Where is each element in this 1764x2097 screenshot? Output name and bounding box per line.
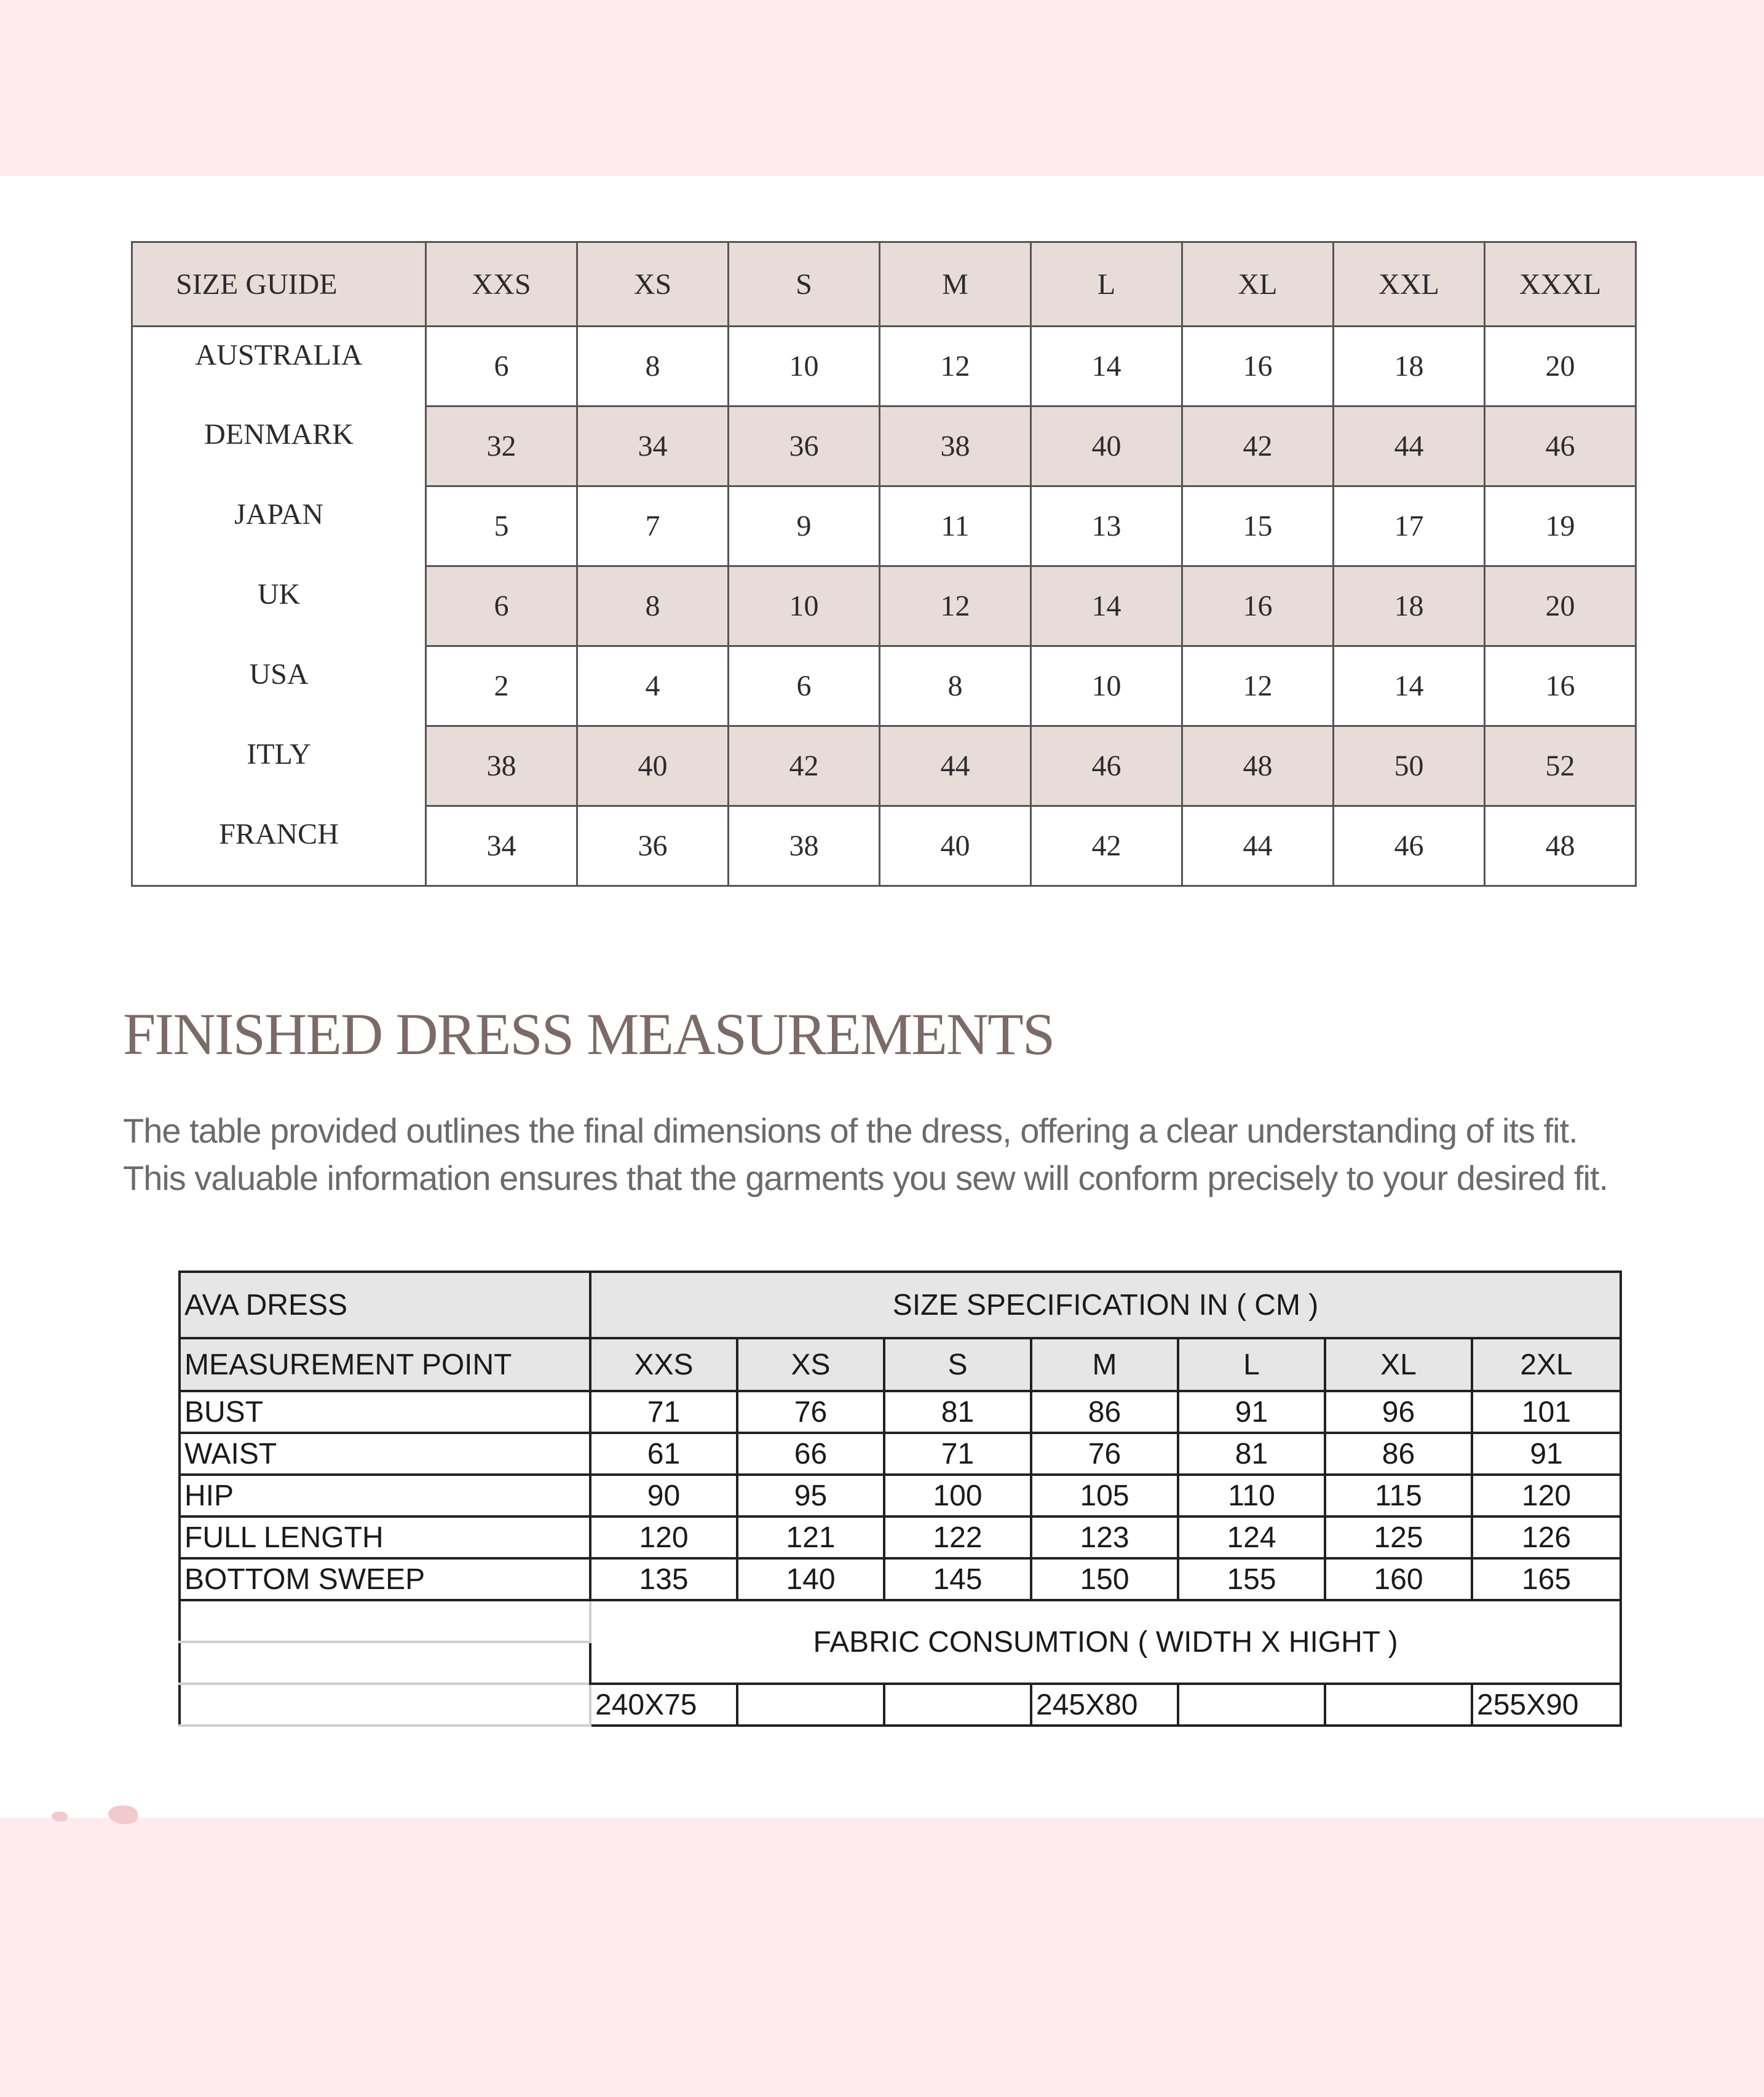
size-cell: 44 <box>880 726 1031 806</box>
measurement-cell: 105 <box>1031 1475 1178 1516</box>
measurement-cell: 86 <box>1325 1433 1472 1475</box>
table-row <box>180 1516 1621 1558</box>
size-cell: 38 <box>426 726 577 806</box>
size-cell: 10 <box>729 566 880 646</box>
description-line: The table provided outlines the final dimensions of the dress, offering a clear understanding of its fit. <box>123 1111 1578 1150</box>
size-cell: 12 <box>880 327 1031 406</box>
size-header: L <box>1178 1338 1325 1391</box>
measurement-label: FULL LENGTH <box>180 1516 590 1558</box>
size-header: XL <box>1325 1338 1472 1391</box>
table-row <box>132 327 1636 406</box>
size-cell: 6 <box>426 327 577 406</box>
flower-decoration <box>52 1812 68 1821</box>
measurement-cell: 160 <box>1325 1558 1472 1600</box>
fabric-consumption-title: FABRIC CONSUMTION ( WIDTH X HIGHT ) <box>590 1600 1621 1684</box>
size-cell: 15 <box>1182 486 1334 566</box>
measurements-table <box>178 1270 1622 1727</box>
measurement-cell: 90 <box>590 1475 737 1516</box>
document-page <box>0 176 1764 1818</box>
size-cell: 20 <box>1485 566 1636 646</box>
size-cell: 18 <box>1334 327 1485 406</box>
size-cell: 19 <box>1485 486 1636 566</box>
size-header: L <box>1031 242 1182 327</box>
measurement-cell: 120 <box>590 1516 737 1558</box>
measurement-cell: 121 <box>737 1516 884 1558</box>
measurement-cell: 76 <box>737 1391 884 1433</box>
table-row <box>180 1475 1621 1516</box>
size-cell: 5 <box>426 486 577 566</box>
size-cell: 34 <box>577 406 729 486</box>
size-cell: 44 <box>1182 806 1334 886</box>
size-cell: 36 <box>577 806 729 886</box>
fabric-title-row <box>180 1600 1621 1642</box>
size-cell: 52 <box>1485 726 1636 806</box>
measurement-cell: 165 <box>1472 1558 1621 1600</box>
size-cell: 42 <box>1182 406 1334 486</box>
measurement-cell: 66 <box>737 1433 884 1475</box>
measurement-cell: 150 <box>1031 1558 1178 1600</box>
size-cell: 16 <box>1485 646 1636 726</box>
country-label: ITLY <box>132 726 426 806</box>
section-title: FINISHED DRESS MEASUREMENTS <box>123 1001 1054 1067</box>
empty-cell <box>180 1642 590 1684</box>
size-header: XXL <box>1334 242 1485 327</box>
size-cell: 50 <box>1334 726 1485 806</box>
measurement-cell: 126 <box>1472 1516 1621 1558</box>
size-cell: 46 <box>1334 806 1485 886</box>
size-guide-table <box>131 241 1637 887</box>
size-cell: 32 <box>426 406 577 486</box>
measurement-cell: 86 <box>1031 1391 1178 1433</box>
size-cell: 17 <box>1334 486 1485 566</box>
size-cell: 10 <box>1031 646 1182 726</box>
size-cell: 20 <box>1485 327 1636 406</box>
country-label: FRANCH <box>132 806 426 886</box>
size-header: XS <box>577 242 729 327</box>
size-guide-label: SIZE GUIDE <box>132 242 426 327</box>
size-cell: 34 <box>426 806 577 886</box>
size-cell: 12 <box>1182 646 1334 726</box>
measurement-cell: 155 <box>1178 1558 1325 1600</box>
dress-name: AVA DRESS <box>180 1272 590 1338</box>
measurement-cell: 95 <box>737 1475 884 1516</box>
size-cell: 40 <box>577 726 729 806</box>
size-cell: 8 <box>577 327 729 406</box>
table-row <box>132 806 1636 886</box>
size-cell: 14 <box>1031 566 1182 646</box>
country-label: JAPAN <box>132 486 426 566</box>
size-cell: 46 <box>1031 726 1182 806</box>
size-cell: 16 <box>1182 327 1334 406</box>
size-cell: 40 <box>880 806 1031 886</box>
measurement-cell: 81 <box>884 1391 1031 1433</box>
fabric-value <box>1178 1684 1325 1726</box>
country-label: AUSTRALIA <box>132 327 426 406</box>
size-cell: 7 <box>577 486 729 566</box>
size-header: XXS <box>590 1338 737 1391</box>
measurement-cell: 81 <box>1178 1433 1325 1475</box>
spec-title: SIZE SPECIFICATION IN ( CM ) <box>590 1272 1621 1338</box>
section-description <box>123 1107 1758 1202</box>
table-row <box>180 1433 1621 1475</box>
size-cell: 40 <box>1031 406 1182 486</box>
measurement-cell: 145 <box>884 1558 1031 1600</box>
table-row <box>132 406 1636 486</box>
country-label: UK <box>132 566 426 646</box>
size-cell: 2 <box>426 646 577 726</box>
size-cell: 36 <box>729 406 880 486</box>
size-cell: 12 <box>880 566 1031 646</box>
fabric-value <box>737 1684 884 1726</box>
country-label: DENMARK <box>132 406 426 486</box>
measurement-cell: 101 <box>1472 1391 1621 1433</box>
size-header: S <box>729 242 880 327</box>
measurement-cell: 123 <box>1031 1516 1178 1558</box>
size-cell: 8 <box>577 566 729 646</box>
measurement-point-label: MEASUREMENT POINT <box>180 1338 590 1391</box>
measurement-cell: 71 <box>884 1433 1031 1475</box>
size-cell: 46 <box>1485 406 1636 486</box>
table-row <box>180 1391 1621 1433</box>
country-label: USA <box>132 646 426 726</box>
size-header: XXXL <box>1485 242 1636 327</box>
size-cell: 18 <box>1334 566 1485 646</box>
size-header: M <box>1031 1338 1178 1391</box>
size-header: S <box>884 1338 1031 1391</box>
size-cell: 48 <box>1485 806 1636 886</box>
size-cell: 16 <box>1182 566 1334 646</box>
size-cell: 4 <box>577 646 729 726</box>
flower-decoration <box>108 1806 138 1824</box>
size-cell: 38 <box>729 806 880 886</box>
measurement-cell: 110 <box>1178 1475 1325 1516</box>
size-cell: 14 <box>1031 327 1182 406</box>
measurement-cell: 140 <box>737 1558 884 1600</box>
size-cell: 14 <box>1334 646 1485 726</box>
fabric-value <box>884 1684 1031 1726</box>
table-row <box>132 726 1636 806</box>
size-cell: 8 <box>880 646 1031 726</box>
size-cell: 6 <box>426 566 577 646</box>
measurement-cell: 91 <box>1178 1391 1325 1433</box>
table-row <box>132 566 1636 646</box>
measurement-cell: 91 <box>1472 1433 1621 1475</box>
measurement-cell: 96 <box>1325 1391 1472 1433</box>
measurements-title-row <box>180 1272 1621 1338</box>
measurement-cell: 61 <box>590 1433 737 1475</box>
table-row <box>132 646 1636 726</box>
fabric-value: 255X90 <box>1472 1684 1621 1726</box>
size-cell: 48 <box>1182 726 1334 806</box>
size-cell: 10 <box>729 327 880 406</box>
measurement-cell: 135 <box>590 1558 737 1600</box>
description-line: This valuable information ensures that the garments you sew will conform precisely to your desired fit. <box>123 1159 1608 1197</box>
fabric-value: 240X75 <box>590 1684 737 1726</box>
measurement-label: BOTTOM SWEEP <box>180 1558 590 1600</box>
size-cell: 9 <box>729 486 880 566</box>
measurements-header-row <box>180 1338 1621 1391</box>
size-header: XL <box>1182 242 1334 327</box>
size-cell: 44 <box>1334 406 1485 486</box>
size-cell: 11 <box>880 486 1031 566</box>
fabric-values-row <box>180 1684 1621 1726</box>
table-row <box>180 1558 1621 1600</box>
size-cell: 42 <box>1031 806 1182 886</box>
size-guide-header-row <box>132 242 1636 327</box>
size-header: M <box>880 242 1031 327</box>
measurement-cell: 76 <box>1031 1433 1178 1475</box>
size-cell: 42 <box>729 726 880 806</box>
fabric-value: 245X80 <box>1031 1684 1178 1726</box>
measurement-cell: 71 <box>590 1391 737 1433</box>
size-header: XXS <box>426 242 577 327</box>
measurement-label: WAIST <box>180 1433 590 1475</box>
size-cell: 38 <box>880 406 1031 486</box>
size-header: 2XL <box>1472 1338 1621 1391</box>
empty-cell <box>180 1684 590 1726</box>
measurement-label: BUST <box>180 1391 590 1433</box>
measurement-label: HIP <box>180 1475 590 1516</box>
measurement-cell: 124 <box>1178 1516 1325 1558</box>
size-header: XS <box>737 1338 884 1391</box>
measurement-cell: 122 <box>884 1516 1031 1558</box>
measurement-cell: 115 <box>1325 1475 1472 1516</box>
measurement-cell: 125 <box>1325 1516 1472 1558</box>
empty-cell <box>180 1600 590 1642</box>
table-row <box>132 486 1636 566</box>
measurement-cell: 120 <box>1472 1475 1621 1516</box>
measurement-cell: 100 <box>884 1475 1031 1516</box>
fabric-value <box>1325 1684 1472 1726</box>
size-cell: 6 <box>729 646 880 726</box>
size-cell: 13 <box>1031 486 1182 566</box>
